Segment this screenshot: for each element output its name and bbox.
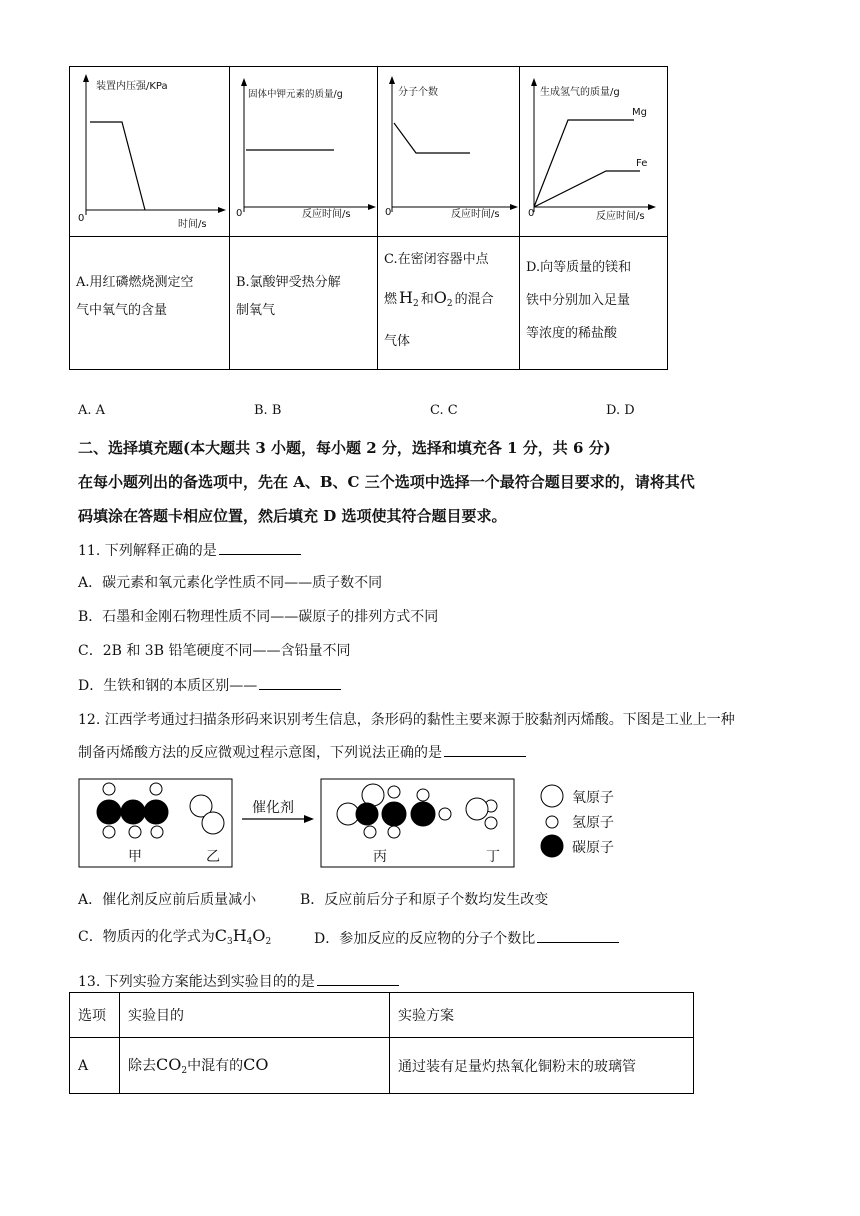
graph-c-ylabel: 分子个数 [398,87,438,98]
graph-a [70,67,229,236]
molecule-yi [190,795,224,834]
caption-d-cell [520,237,668,370]
graph-a-origin: 0 [78,213,85,224]
header-plan: 实验方案 [390,993,694,1038]
graph-d-fe-label: Fe [636,158,648,169]
q11-option-b: B．石墨和金刚石物理性质不同——碳原子的排列方式不同 [78,609,439,625]
caption-a-cell [70,237,230,370]
caption-b-line2: 制氧气 [236,303,276,318]
row-a-goal: 除去$CO_2$中混有的CO [120,1038,390,1094]
q11-stem: 11. 下列解释正确的是 [78,540,301,560]
caption-c-line1: C.在密闭容器中点 [384,252,489,267]
molecule-bing [337,784,451,838]
caption-d-line2: 铁中分别加入足量 [526,293,631,308]
row-a-plan: 通过装有足量灼热氧化铜粉末的玻璃管 [390,1038,694,1094]
graph-a-xlabel: 时间/s [178,219,207,230]
caption-b-line1: B.氯酸钾受热分解 [236,275,341,290]
q12-answer-blank[interactable] [444,744,526,757]
label-jia: 甲 [128,849,142,865]
q10-option-d: D. D [606,403,635,418]
molecule-jia [97,783,168,838]
q12-option-d: D．参加反应的反应物的分子个数比 [314,928,619,948]
label-yi: 乙 [206,849,220,865]
graph-c-cell [378,67,520,237]
graph-b-cell [230,67,378,237]
graph-d-mg-label: Mg [632,107,647,118]
q11-option-d: D．生铁和钢的本质区别—— [78,675,341,695]
molecule-ding [466,798,497,829]
q11-option-c: C．2B 和 3B 铅笔硬度不同——含铅量不同 [78,643,351,659]
graph-d-xlabel: 反应时间/s [596,211,645,222]
q13-stem: 13. 下列实验方案能达到实验目的的是 [78,971,399,991]
graph-a-ylabel: 装置内压强/KPa [96,81,168,92]
graph-d-cell [520,67,668,237]
q12-d-fill-blank[interactable] [537,930,619,943]
graph-c-xlabel: 反应时间/s [451,209,500,220]
row-a-option: A [70,1038,120,1094]
graph-b [230,67,377,236]
caption-d-line3: 等浓度的稀盐酸 [526,326,618,341]
legend-oxygen: 氧原子 [572,790,614,806]
section2-instructions-1: 在每小题列出的备选项中，先在 A、B、C 三个选项中选择一个最符合题目要求的，请将其代 [78,473,695,491]
table-row [70,1038,694,1094]
q12-option-c: C．物质丙的化学式为$C_3H_4O_2$ [78,926,272,947]
q11-answer-blank[interactable] [219,542,301,555]
label-bing: 丙 [373,849,387,865]
graph-b-ylabel: 固体中钾元素的质量/g [248,89,343,100]
q10-option-a: A. A [78,403,106,418]
graph-d [520,67,667,236]
catalyst-label: 催化剂 [252,800,294,816]
legend-carbon: 碳原子 [572,840,614,856]
section2-heading: 二、选择填充题(本大题共 3 小题，每小题 2 分，选择和填充各 1 分，共 6 分) [78,439,611,457]
graph-b-origin: 0 [236,208,243,219]
reaction-diagram [78,776,638,871]
label-ding: 丁 [486,849,500,865]
graph-a-cell [70,67,230,237]
caption-c-cell [378,237,520,370]
q12-option-b: B．反应前后分子和原子个数均发生改变 [300,892,549,908]
graph-d-ylabel: 生成氢气的质量/g [540,87,620,98]
graph-d-origin: 0 [528,208,535,219]
q12-stem-line2: 制备丙烯酸方法的反应微观过程示意图，下列说法正确的是 [78,742,526,762]
q10-graph-table [69,66,668,370]
header-option: 选项 [70,993,120,1038]
legend-hydrogen: 氢原子 [572,815,614,831]
q11-d-fill-blank[interactable] [259,677,341,690]
q13-table [69,992,694,1094]
caption-b-cell [230,237,378,370]
q13-answer-blank[interactable] [317,973,399,986]
caption-c-line2: 燃 $H_2$ 和$O_2$ 的混合 [384,288,494,309]
table-header-row [70,993,694,1038]
q11-option-a: A．碳元素和氧元素化学性质不同——质子数不同 [78,575,383,591]
q10-option-c: C. C [430,403,458,418]
caption-a-line1: A.用红磷燃烧测定空 [76,275,194,290]
graph-c-origin: 0 [385,207,392,218]
q12-stem-line1: 12. 江西学考通过扫描条形码来识别考生信息，条形码的黏性主要来源于胶黏剂丙烯酸。下图是工业上一种 [78,712,735,728]
caption-c-line3: 气体 [384,334,411,349]
graph-b-xlabel: 反应时间/s [302,209,351,220]
q10-option-b: B. B [254,403,282,418]
q12-option-a: A．催化剂反应前后质量减小 [78,892,257,908]
section2-instructions-2: 码填涂在答题卡相应位置，然后填充 D 选项使其符合题目要求。 [78,507,507,525]
graph-c [378,67,519,236]
caption-d-line1: D.向等质量的镁和 [526,260,632,275]
header-goal: 实验目的 [120,993,390,1038]
caption-a-line2: 气中氧气的含量 [76,303,168,318]
